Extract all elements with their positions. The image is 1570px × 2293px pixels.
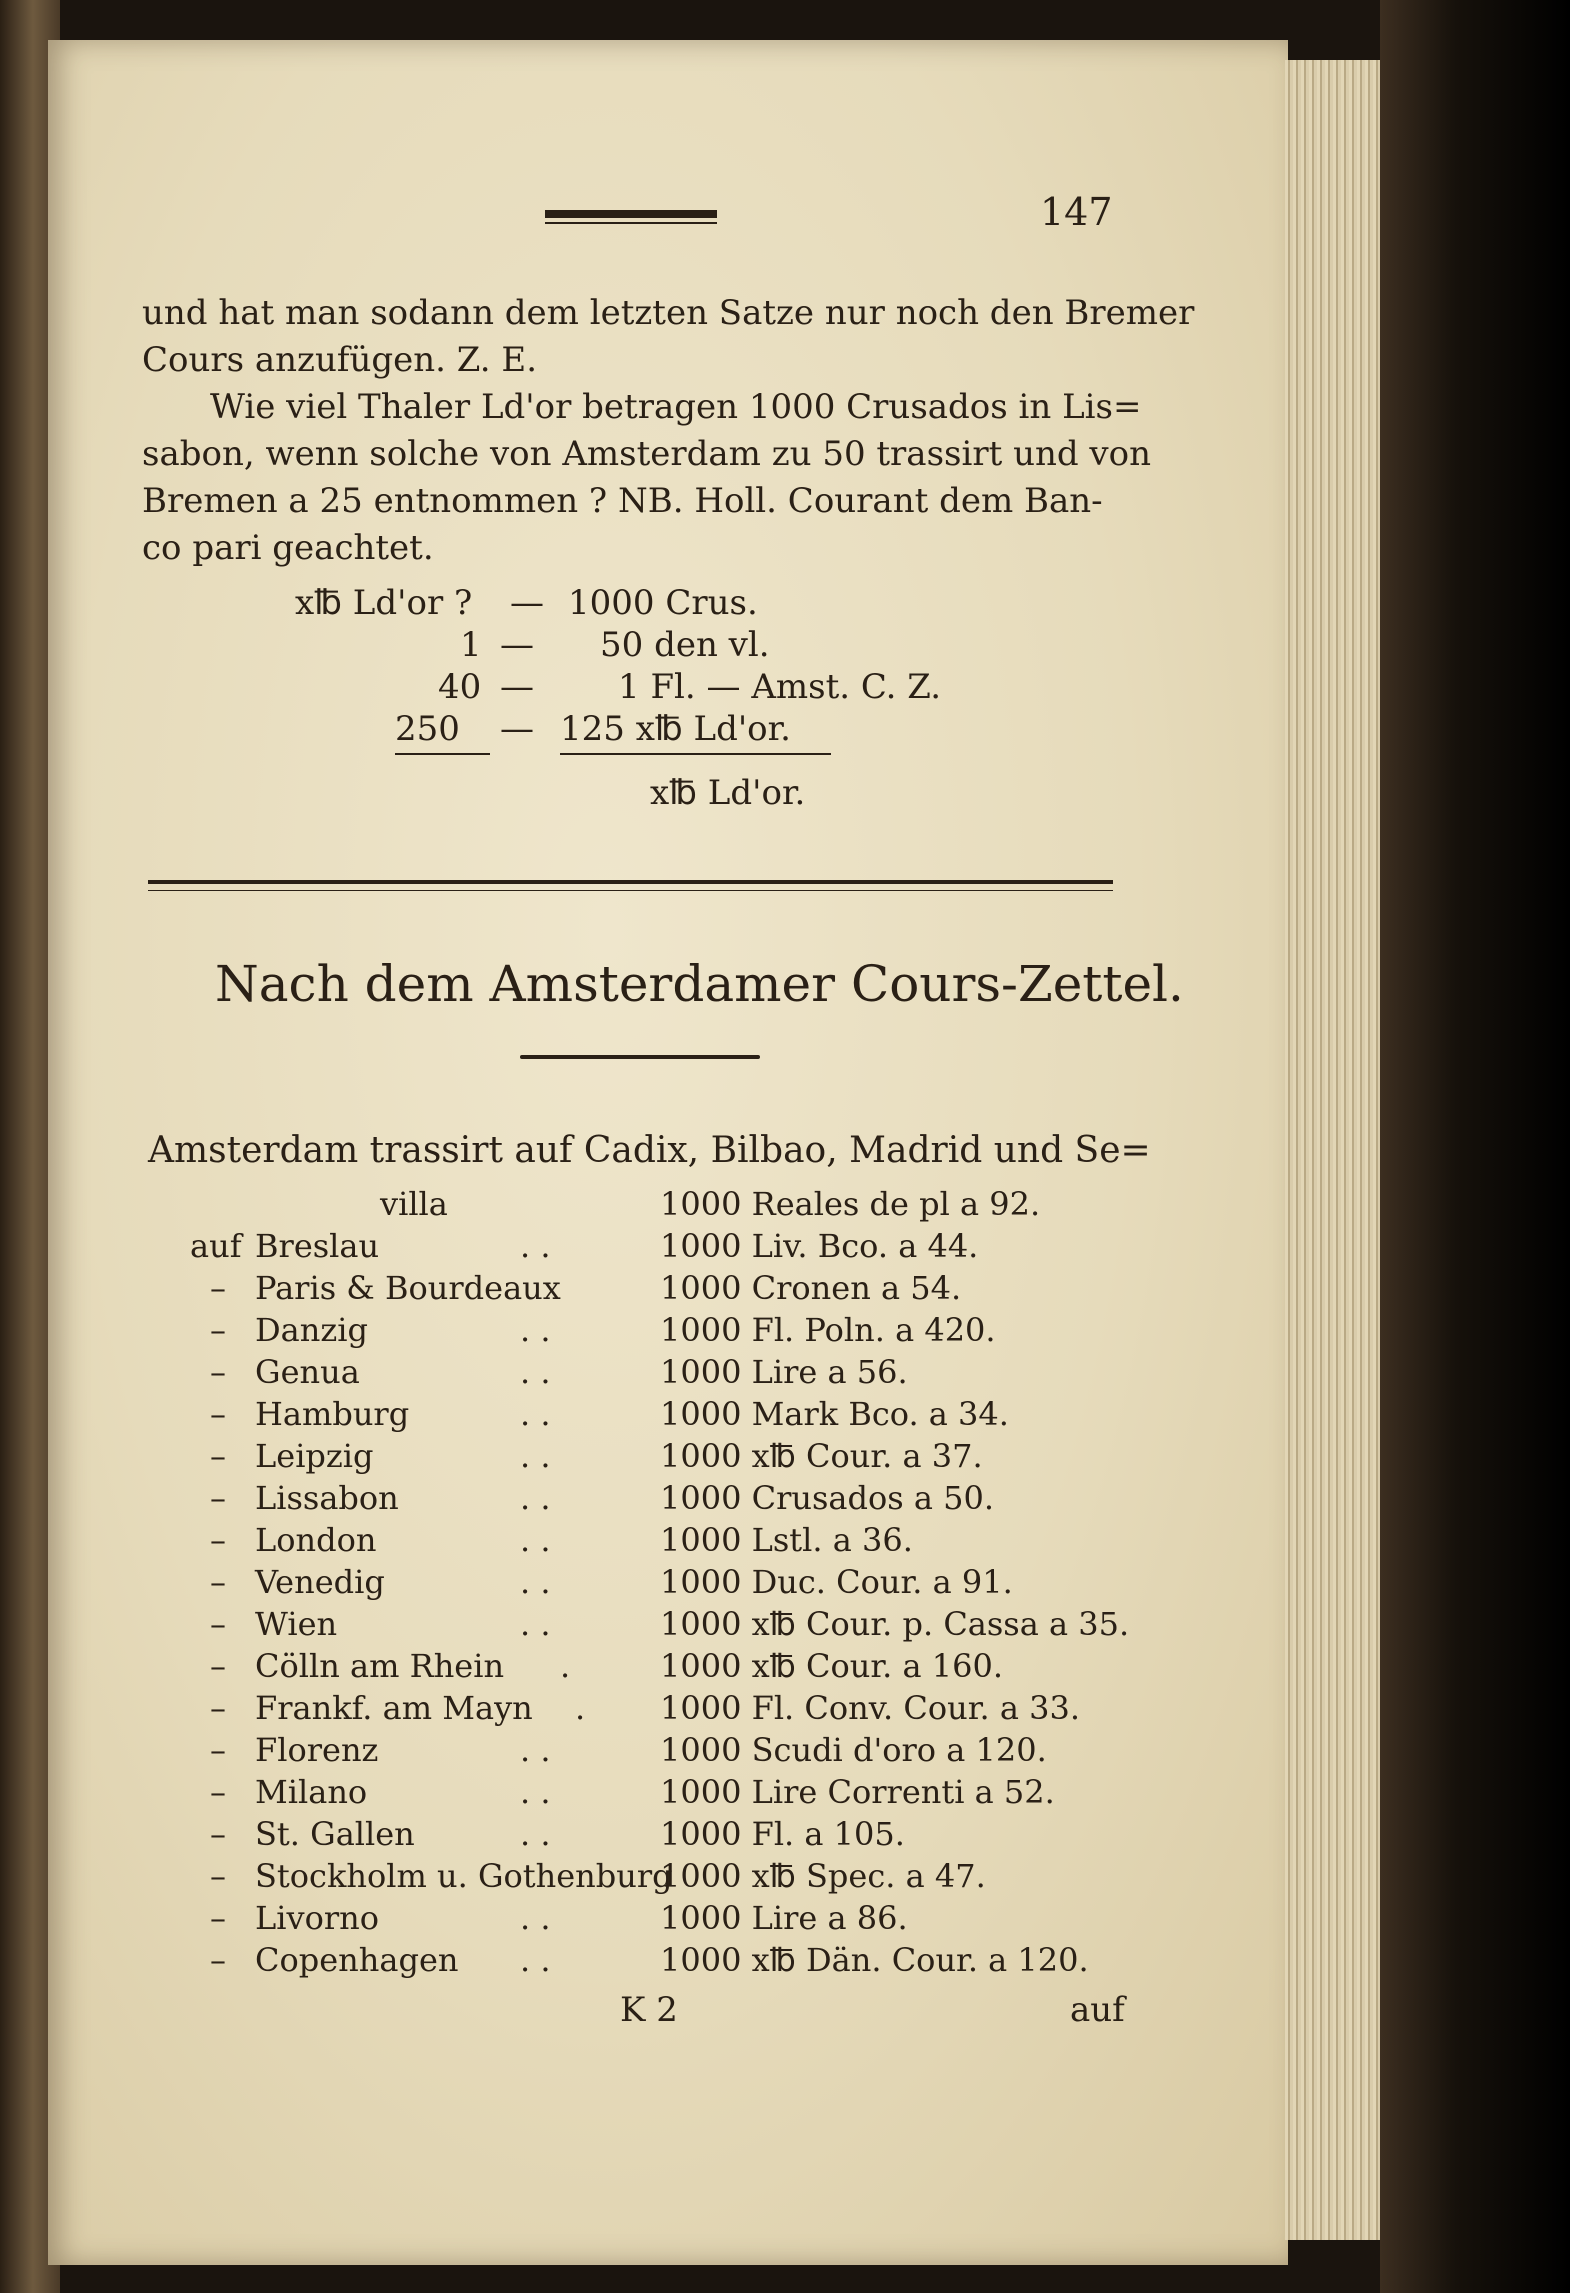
calc-left-4: 250 — [395, 706, 490, 755]
section-divider — [148, 880, 1113, 884]
entry-dots: . . — [520, 1731, 551, 1769]
entry-value: 1000 Lire a 86. — [660, 1899, 908, 1937]
entry-prefix: – — [210, 1563, 226, 1601]
section-divider-thin — [148, 890, 1113, 891]
entry-place: Milano — [255, 1773, 368, 1811]
entry-dots: . . — [520, 1353, 551, 1391]
entry-place: Stockholm u. Gothenburg — [255, 1857, 673, 1895]
entry-prefix: – — [210, 1605, 226, 1643]
entry-prefix: – — [210, 1815, 226, 1853]
entry-prefix: – — [210, 1395, 226, 1433]
entry-dots: . — [560, 1647, 571, 1685]
entry-dots: . . — [520, 1773, 551, 1811]
entry-value: 1000 x℔ Spec. a 47. — [660, 1857, 986, 1895]
question-line-3: Bremen a 25 entnommen ? NB. Holl. Courant dem Ban- — [142, 481, 1103, 521]
entry-place: Frankf. am Mayn — [255, 1689, 533, 1727]
calc-left-3: 40 — [438, 667, 482, 707]
entry-dots: . . — [520, 1311, 551, 1349]
entry-prefix: – — [210, 1731, 226, 1769]
entry-place: Genua — [255, 1353, 360, 1391]
header-ornament — [545, 210, 717, 218]
calc-right-3: 1 Fl. — Amst. C. Z. — [618, 667, 942, 707]
entry-prefix: – — [210, 1857, 226, 1895]
list-intro-place: villa — [380, 1185, 448, 1223]
calc-dash-1: — — [510, 583, 544, 623]
entry-dots: . — [575, 1689, 586, 1727]
entry-value: 1000 x℔ Cour. a 160. — [660, 1647, 1003, 1685]
entry-place: Leipzig — [255, 1437, 374, 1475]
catchword: auf — [1070, 1990, 1125, 2030]
entry-place: Wien — [255, 1605, 338, 1643]
entry-prefix: – — [210, 1311, 226, 1349]
entry-value: 1000 Fl. Poln. a 420. — [660, 1311, 996, 1349]
entry-place: Paris & Bourdeaux — [255, 1269, 561, 1307]
entry-place: Venedig — [255, 1563, 385, 1601]
entry-prefix: – — [210, 1647, 226, 1685]
header-ornament-thin — [545, 222, 717, 224]
entry-dots: . . — [520, 1437, 551, 1475]
entry-place: Livorno — [255, 1899, 379, 1937]
entry-place: Hamburg — [255, 1395, 410, 1433]
calc-left-2: 1 — [460, 625, 482, 665]
entry-value: 1000 x℔ Dän. Cour. a 120. — [660, 1941, 1089, 1979]
page-number: 147 — [1040, 190, 1113, 234]
entry-place: Cölln am Rhein — [255, 1647, 505, 1685]
entry-value: 1000 Fl. Conv. Cour. a 33. — [660, 1689, 1080, 1727]
entry-place: London — [255, 1521, 377, 1559]
entry-prefix: – — [210, 1899, 226, 1937]
entry-value: 1000 Liv. Bco. a 44. — [660, 1227, 979, 1265]
question-line-1: Wie viel Thaler Ld'or betragen 1000 Crusados in Lis= — [210, 387, 1142, 427]
entry-value: 1000 Scudi d'oro a 120. — [660, 1731, 1047, 1769]
entry-prefix: – — [210, 1689, 226, 1727]
calc-right-4: 125 x℔ Ld'or. — [560, 706, 831, 755]
calc-right-1: 1000 Crus. — [568, 583, 758, 623]
entry-prefix: – — [210, 1269, 226, 1307]
entry-place: Copenhagen — [255, 1941, 459, 1979]
calc-dash-2: — — [500, 625, 534, 665]
book-cover-right — [1380, 0, 1570, 2293]
entry-place: St. Gallen — [255, 1815, 415, 1853]
calc-result: x℔ Ld'or. — [650, 773, 806, 813]
list-intro-line-1: Amsterdam trassirt auf Cadix, Bilbao, Madrid und Se= — [148, 1130, 1151, 1171]
entry-dots: . . — [520, 1521, 551, 1559]
entry-value: 1000 x℔ Cour. p. Cassa a 35. — [660, 1605, 1130, 1643]
section-title: Nach dem Amsterdamer Cours-Zettel. — [215, 955, 1184, 1013]
entry-prefix: – — [210, 1941, 226, 1979]
entry-dots: . . — [520, 1227, 551, 1265]
entry-dots: . . — [520, 1941, 551, 1979]
calc-left-1: x℔ Ld'or ? — [295, 583, 473, 623]
entry-prefix: – — [210, 1521, 226, 1559]
entry-value: 1000 Lstl. a 36. — [660, 1521, 913, 1559]
entry-value: 1000 Cronen a 54. — [660, 1269, 962, 1307]
list-intro-value: 1000 Reales de pl a 92. — [660, 1185, 1041, 1223]
entry-dots: . . — [520, 1395, 551, 1433]
entry-dots: . . — [520, 1899, 551, 1937]
entry-prefix: – — [210, 1353, 226, 1391]
intro-line-2: Cours anzufügen. Z. E. — [142, 340, 538, 380]
entry-value: 1000 Fl. a 105. — [660, 1815, 905, 1853]
entry-place: Florenz — [255, 1731, 379, 1769]
entry-prefix: auf — [190, 1227, 242, 1265]
entry-place: Breslau — [255, 1227, 380, 1265]
entry-dots: . . — [520, 1479, 551, 1517]
entry-value: 1000 Crusados a 50. — [660, 1479, 994, 1517]
entry-value: 1000 Lire a 56. — [660, 1353, 908, 1391]
page-edges — [1285, 60, 1380, 2240]
question-line-2: sabon, wenn solche von Amsterdam zu 50 trassirt und von — [142, 434, 1152, 474]
entry-value: 1000 Mark Bco. a 34. — [660, 1395, 1009, 1433]
intro-line-1: und hat man sodann dem letzten Satze nur noch den Bremer — [142, 293, 1195, 333]
entry-dots: . . — [520, 1563, 551, 1601]
entry-dots: . . — [520, 1815, 551, 1853]
title-ornament — [520, 1055, 760, 1059]
entry-place: Danzig — [255, 1311, 368, 1349]
entry-value: 1000 x℔ Cour. a 37. — [660, 1437, 983, 1475]
question-line-4: co pari geachtet. — [142, 528, 434, 568]
entry-prefix: – — [210, 1479, 226, 1517]
entry-value: 1000 Duc. Cour. a 91. — [660, 1563, 1013, 1601]
entry-value: 1000 Lire Correnti a 52. — [660, 1773, 1055, 1811]
entry-prefix: – — [210, 1437, 226, 1475]
calc-dash-4: — — [500, 709, 534, 749]
entry-prefix: – — [210, 1773, 226, 1811]
entry-dots: . . — [520, 1605, 551, 1643]
entry-place: Lissabon — [255, 1479, 399, 1517]
signature-mark: K 2 — [620, 1990, 678, 2030]
calc-dash-3: — — [500, 667, 534, 707]
calc-right-2: 50 den vl. — [600, 625, 770, 665]
